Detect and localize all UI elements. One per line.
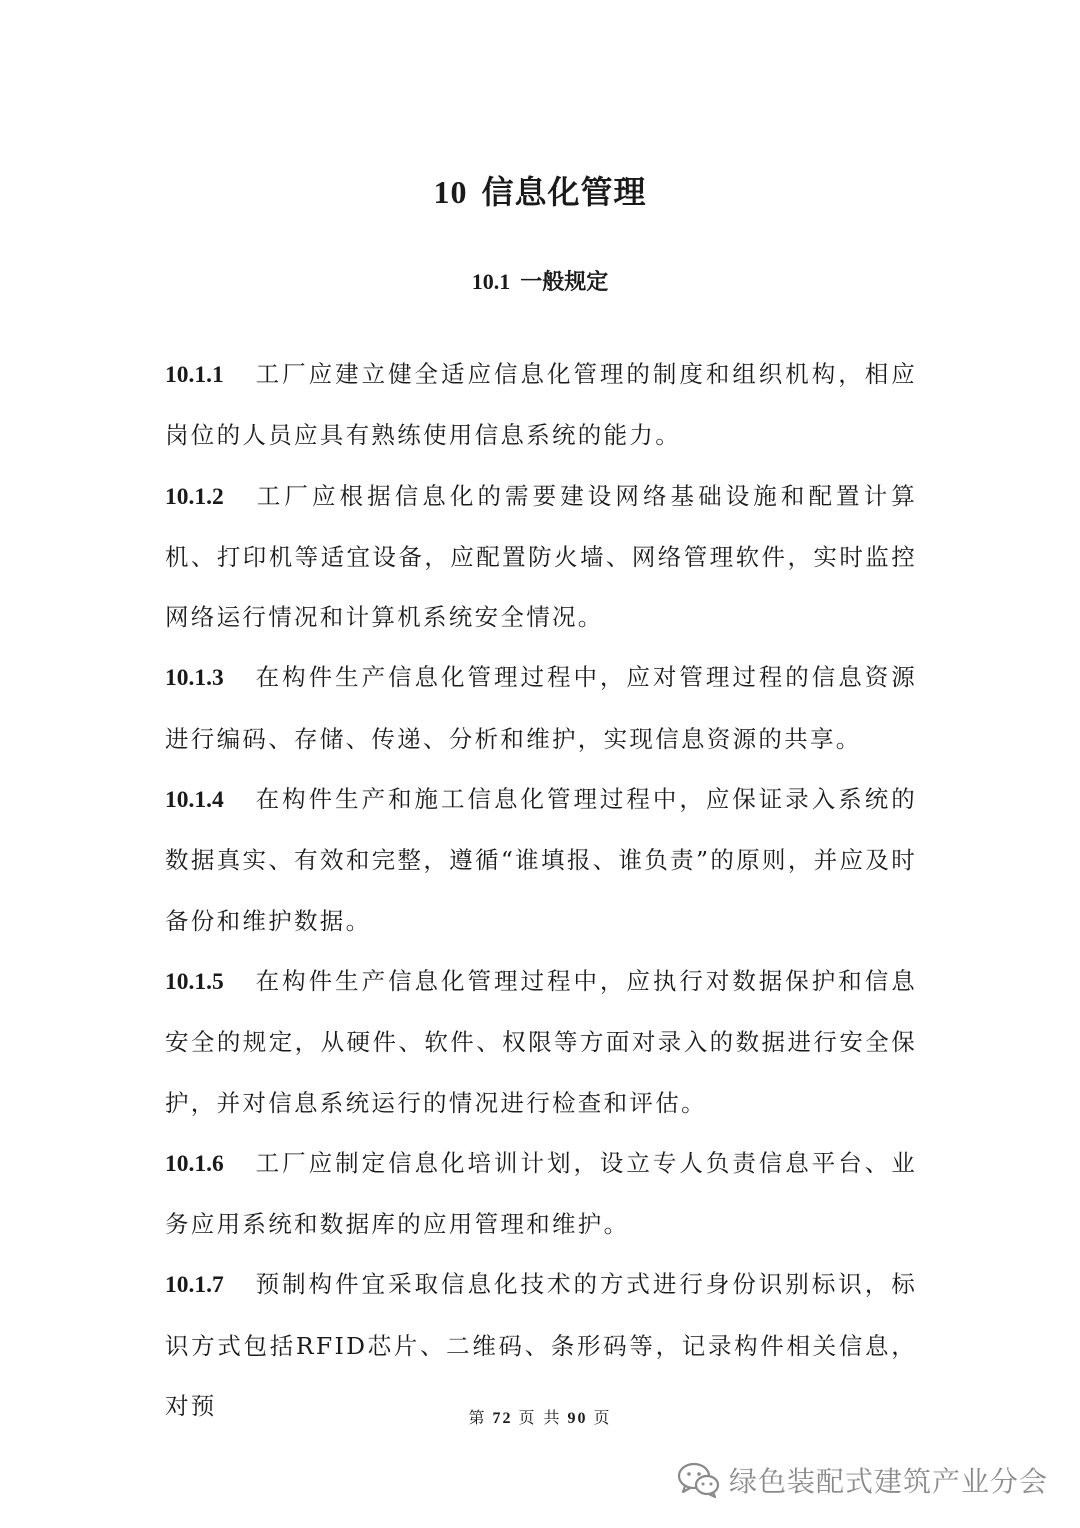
clause-text: 工厂应制定信息化培训计划，设立专人负责信息平台、业务应用系统和数据库的应用管理和维护。 xyxy=(165,1148,917,1239)
clause-number: 10.1.3 xyxy=(165,665,224,692)
section-title xyxy=(0,264,1080,300)
current-page-number: 72 xyxy=(492,1410,513,1427)
clause-text: 预制构件宜采取信息化技术的方式进行身份识别标识，标识方式包括RFID芯片、二维码、条形码等，记录构件相关信息，对预 xyxy=(165,1270,917,1421)
watermark xyxy=(677,1456,1048,1504)
clause-10-1-4 xyxy=(165,769,917,951)
chapter-title-text: 信息化管理 xyxy=(481,173,647,211)
clause-number: 10.1.5 xyxy=(165,968,224,995)
clause-number: 10.1.2 xyxy=(165,483,224,510)
clause-10-1-3 xyxy=(165,647,917,769)
watermark-text: 绿色装配式建筑产业分会 xyxy=(728,1465,1048,1498)
chapter-title xyxy=(0,168,1080,216)
clause-number: 10.1.4 xyxy=(165,787,224,814)
page-footer xyxy=(0,1406,1080,1431)
clause-10-1-2 xyxy=(165,466,917,648)
section-title-text: 一般规定 xyxy=(520,269,609,295)
clause-10-1-1 xyxy=(165,344,917,466)
clause-text: 在构件生产和施工信息化管理过程中，应保证录入系统的数据真实、有效和完整，遵循“谁填报、谁负责”的原则，并应及时备份和维护数据。 xyxy=(165,785,917,935)
footer-middle: 页 共 xyxy=(518,1408,562,1427)
clause-10-1-6 xyxy=(165,1133,917,1255)
clause-number: 10.1.7 xyxy=(165,1272,224,1299)
clause-text: 在构件生产信息化管理过程中，应执行对数据保护和信息安全的规定，从硬件、软件、权限等方面对录入的数据进行安全保护，并对信息系统运行的情况进行检查和评估。 xyxy=(165,966,917,1117)
footer-suffix: 页 xyxy=(593,1408,612,1427)
clause-10-1-5 xyxy=(165,951,917,1133)
footer-prefix: 第 xyxy=(468,1408,487,1427)
clause-number: 10.1.6 xyxy=(165,1150,224,1177)
clause-list xyxy=(165,344,917,1436)
clause-text: 工厂应建立健全适应信息化管理的制度和组织机构，相应岗位的人员应具有熟练使用信息系统的能力。 xyxy=(165,360,917,450)
clause-text: 在构件生产信息化管理过程中，应对管理过程的信息资源进行编码、存储、传递、分析和维护，实现信息资源的共享。 xyxy=(165,663,917,753)
total-pages-number: 90 xyxy=(567,1410,588,1427)
wechat-icon xyxy=(677,1461,721,1499)
section-number: 10.1 xyxy=(471,269,511,294)
chapter-number: 10 xyxy=(433,174,468,210)
clause-number: 10.1.1 xyxy=(165,362,224,388)
clause-text: 工厂应根据信息化的需要建设网络基础设施和配置计算机、打印机等适宜设备，应配置防火墙、网络管理软件，实时监控网络运行情况和计算机系统安全情况。 xyxy=(165,481,917,632)
